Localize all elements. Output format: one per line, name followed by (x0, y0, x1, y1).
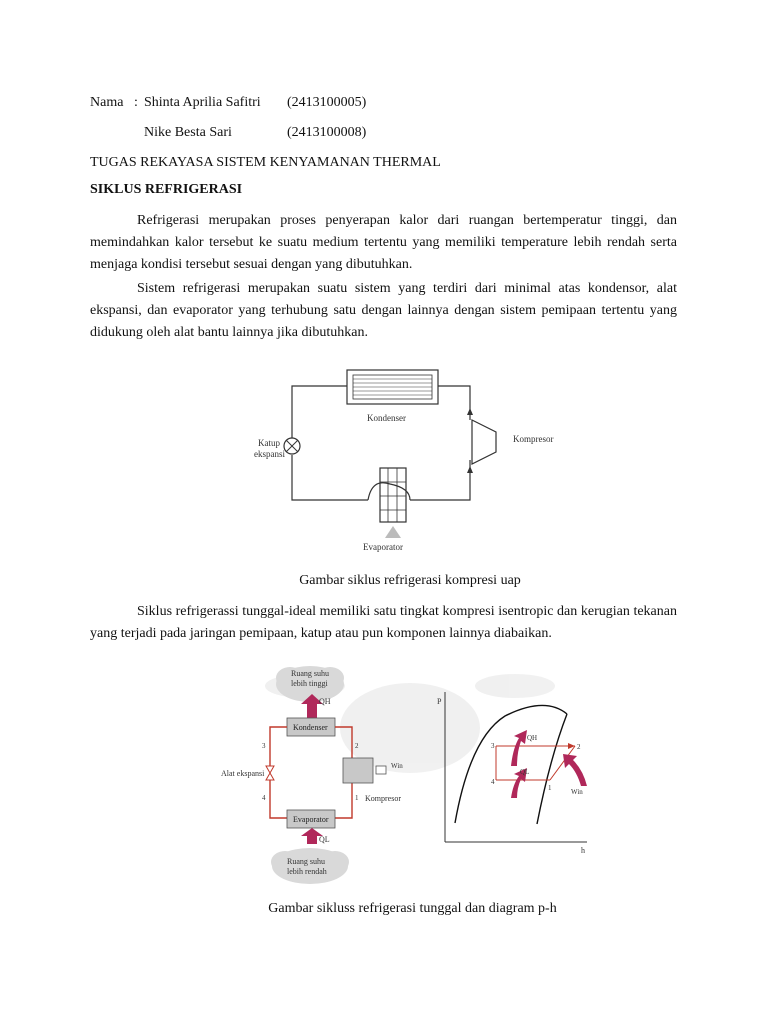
fig1-evaporator-label: Evaporator (363, 542, 403, 552)
ph-node-4: 4 (491, 778, 495, 786)
author1-id: (2413100005) (287, 95, 367, 110)
author1-name: Shinta Aprilia Safitri (144, 95, 261, 110)
ph-win-label: Win (571, 788, 583, 796)
ph-ql-label: QL (520, 768, 530, 776)
figure-2-diagram (215, 648, 610, 896)
ph-h-axis-label: h (581, 846, 585, 855)
nama-label: Nama (90, 95, 124, 110)
section-title: SIKLUS REFRIGERASI (90, 182, 243, 197)
fig2-evaporator-label: Evaporator (293, 815, 329, 824)
ph-node-2: 2 (577, 743, 581, 751)
fig2-ruang-rendah-1: Ruang suhu (287, 857, 325, 866)
cold-space-cloud (271, 848, 349, 884)
fig2-ruang-rendah-2: lebih rendah (287, 867, 327, 876)
fig2-compressor-box (343, 758, 373, 783)
fig1-katup-label: Katup (258, 438, 280, 448)
ph-win-arrow (563, 754, 587, 786)
paragraph-1-text: Refrigerasi merupakan proses penyerapan kalor dari ruangan bertemperatur tinggi, dan memindahkan kalor tersebut ke suatu medium tertentu yang memiliki temperature lebih rendah serta menjaga kondisi tersebut sesuai dengan yang dibutuhkan. (90, 213, 677, 272)
compressor-symbol (472, 420, 496, 464)
fig2-ql-label: QL (319, 835, 330, 844)
fig2-qh-label: QH (319, 697, 331, 706)
ph-qh-arrow (511, 730, 527, 766)
course-title: TUGAS REKAYASA SISTEM KENYAMANAN THERMAL (90, 155, 441, 170)
fig2-alat-ekspansi-label: Alat ekspansi (221, 769, 265, 778)
fig2-ruang-tinggi-2: lebih tinggi (291, 679, 328, 688)
fig2-node-3: 3 (262, 742, 266, 750)
expansion-valve-symbol (284, 438, 300, 454)
fig2-node-2: 2 (355, 742, 359, 750)
figure-1-diagram (240, 360, 580, 560)
condenser-coil (347, 370, 438, 404)
ph-node-3: 3 (491, 742, 495, 750)
fig1-ekspansi-label: ekspansi (254, 449, 285, 459)
paragraph-3-text: Siklus refrigerassi tunggal-ideal memiliki satu tingkat kompresi isentropic dan kerugian tekanan yang terjadi pada jaringan pemipaan, katup atau pun komponen lainnya diabaikan. (90, 604, 677, 641)
author2-id: (2413100008) (287, 125, 367, 140)
fig1-kompresor-label: Kompresor (513, 434, 554, 444)
nama-colon: : (134, 95, 138, 110)
figure-2-caption: Gambar sikluss refrigerasi tunggal dan diagram p-h (268, 901, 557, 916)
ph-node-1: 1 (548, 784, 552, 792)
fig2-node-4: 4 (262, 794, 266, 802)
fig1-kondenser-label: Kondenser (367, 413, 406, 423)
paragraph-2 (90, 278, 677, 344)
fig2-win-label-left: Win (391, 762, 403, 770)
fig2-ruang-tinggi-1: Ruang suhu (291, 669, 329, 678)
paragraph-1 (90, 210, 677, 276)
paragraph-2-text: Sistem refrigerasi merupakan suatu sistem yang terdiri dari minimal atas kondensor, alat ekspansi, dan evaporator yang terhubung satu dengan lainnya dengan sistem pemipaan tertentu yang didukung oleh alat bantu lainnya jika dibutuhkan. (90, 281, 677, 340)
figure-1-caption: Gambar siklus refrigerasi kompresi uap (299, 573, 521, 588)
ph-qh-label: QH (527, 734, 538, 742)
fig2-expansion-valve (266, 766, 274, 780)
ph-p-axis-label: P (437, 697, 442, 706)
fig2-kompresor-label: Kompresor (365, 794, 401, 803)
author2-name: Nike Besta Sari (144, 125, 232, 140)
evaporator-coil (368, 468, 410, 522)
paragraph-3 (90, 601, 677, 645)
fig2-node-1: 1 (355, 794, 359, 802)
fig2-kondenser-label: Kondenser (293, 723, 328, 732)
